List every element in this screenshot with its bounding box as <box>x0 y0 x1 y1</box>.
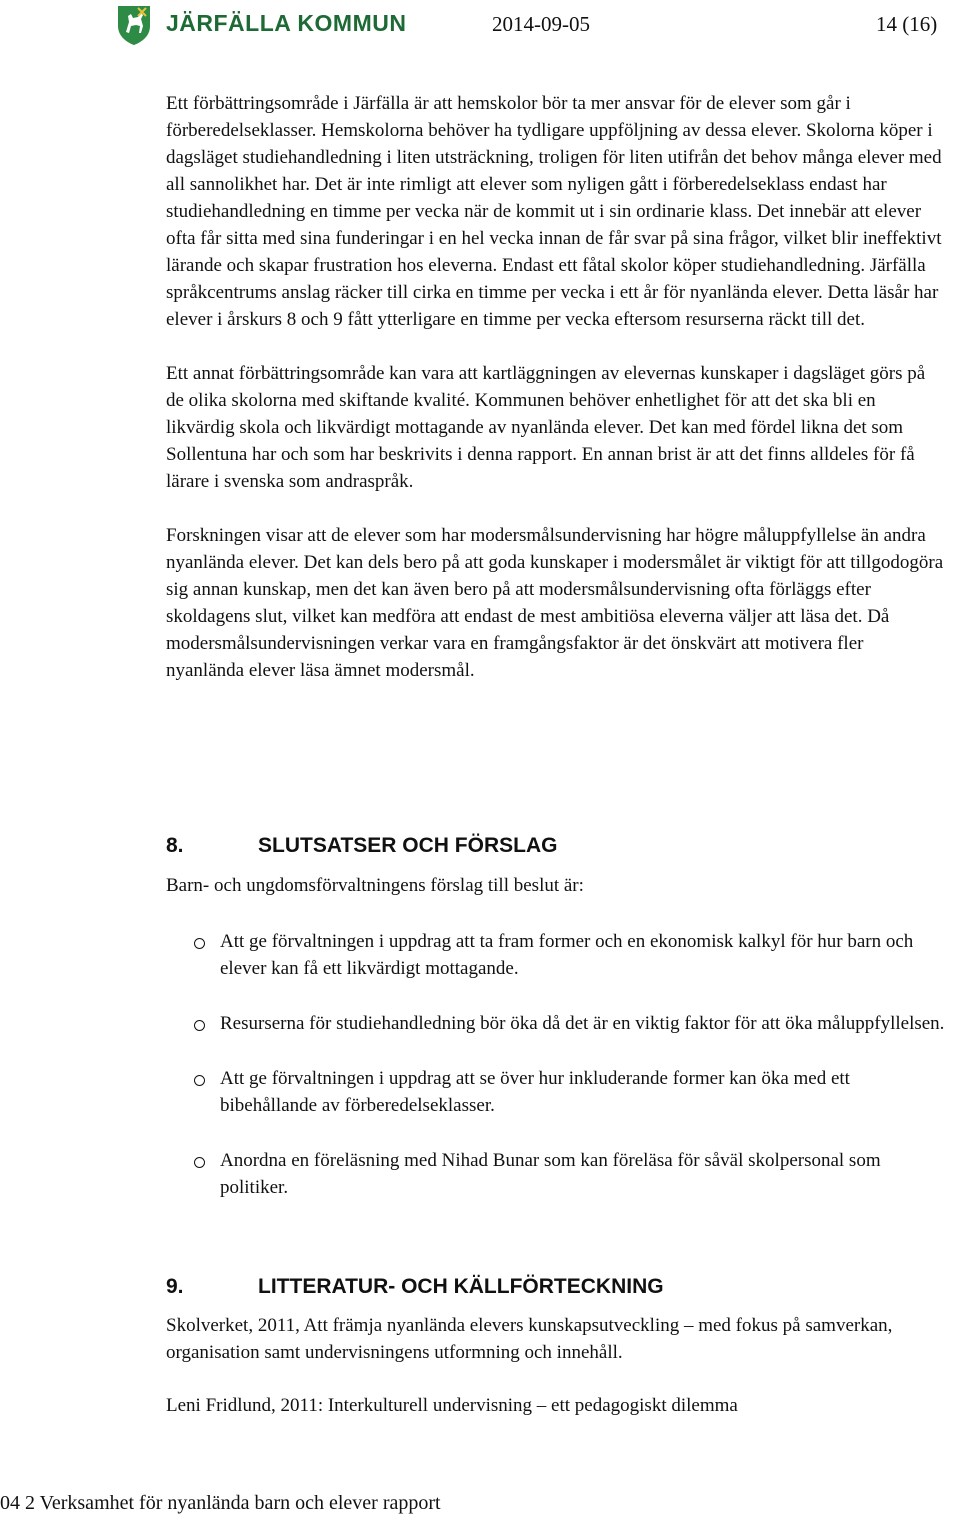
paragraph: Ett förbättringsområde i Järfälla är att hemskolor bör ta mer ansvar för de elever som går i förberedelseklasser. Hemskolorna behöver ha tydligare uppföljning av dessa elever. Skolorna köper i dagsläget studiehandledning i liten utsträckning, troligen för liten utifrån det behov många elever med all sannolikhet har. Det är inte rimligt att elever som nyligen gått i förberedelseklass endast har studiehandledning en timme per vecka när de kommit ut i sin ordinarie klass. Det innebär att elever ofta får sitta med sina funderingar i en hel vecka innan de får svar på sina frågor, vilket blir ineffektivt lärande och skapar frustration hos eleverna. Endast ett fåtal skolor köper studiehandledning. Järfälla språkcentrums anslag räcker till cirka en timme per vecka i ett år för nyanlända elever. Detta läsår har elever i årskurs 8 och 9 fått ytterligare en timme per vecka eftersom resurserna räckt till det. <box>166 93 942 330</box>
page-footer: 04 2 Verksamhet för nyanlända barn och elever rapport <box>0 1492 441 1514</box>
list-item-text: Att ge förvaltningen i uppdrag att ta fram former och en ekonomisk kalkyl för hur barn och elever kan få ett likvärdigt mottagande. <box>220 931 914 979</box>
list-item <box>190 1147 950 1201</box>
reference-list <box>166 1312 946 1445</box>
paragraph: Forskningen visar att de elever som har modersmålsundervisning har högre måluppfyllelse än andra nyanlända elever. Det kan dels bero på att goda kunskaper i modersmålet är viktigt för att tillgodogöra sig annan kunskap, men det kan även bero på att modersmålsundervisning ofta förläggs efter skoldagens slut, vilket kan medföra att endast de mest ambitiösa eleverna väljer att läsa det. Då modersmålsundervisningen verkar vara en framgångsfaktor är det önskvärt att motivera fler nyanlända elever läsa ämnet modersmål. <box>166 525 944 681</box>
bullet-icon <box>194 1157 205 1168</box>
reference-item: Skolverket, 2011, Att främja nyanlända elevers kunskapsutveckling – med fokus på samverkan, organisation samt undervisningens utformning och innehåll. <box>166 1315 893 1363</box>
bullet-icon <box>194 938 205 949</box>
list-item <box>190 1065 950 1119</box>
section-number: 8. <box>166 834 184 857</box>
brand-name: JÄRFÄLLA KOMMUN <box>166 10 407 36</box>
page-header <box>0 0 960 60</box>
proposal-list <box>190 928 950 1229</box>
bullet-icon <box>194 1020 205 1031</box>
body-text <box>166 90 946 711</box>
section-title: SLUTSATSER OCH FÖRSLAG <box>258 834 558 857</box>
page-number: 14 (16) <box>876 12 938 36</box>
reference-item: Leni Fridlund, 2011: Interkulturell undervisning – ett pedagogiskt dilemma <box>166 1395 738 1416</box>
section-heading-9 <box>166 1273 664 1301</box>
list-item-text: Resurserna för studiehandledning bör öka då det är en viktig faktor för att öka måluppfyllelsen. <box>220 1013 945 1034</box>
jarfalla-coat-of-arms-icon <box>116 4 152 46</box>
list-item <box>190 928 950 982</box>
section-title: LITTERATUR- OCH KÄLLFÖRTECKNING <box>258 1275 664 1298</box>
list-item-text: Att ge förvaltningen i uppdrag att se över hur inkluderande former kan öka med ett bibehållande av förberedelseklasser. <box>220 1068 850 1116</box>
list-item-text: Anordna en föreläsning med Nihad Bunar som kan föreläsa för såväl skolpersonal som politiker. <box>220 1150 881 1198</box>
section-heading-8 <box>166 832 557 860</box>
paragraph: Ett annat förbättringsområde kan vara att kartläggningen av elevernas kunskaper i dagsläget görs på de olika skolorna med skiftande kvalité. Kommunen behöver enhetlighet för att det ska bli en likvärdig skola och likvärdigt mottagande av nyanlända elever. Det kan med fördel likna det som Sollentuna har och som har beskrivits i denna rapport. En annan brist är att det finns alldeles för få lärare i svenska som andraspråk. <box>166 363 926 492</box>
document-date: 2014-09-05 <box>492 12 590 36</box>
list-item <box>190 1010 950 1037</box>
section-number: 9. <box>166 1275 184 1298</box>
bullet-icon <box>194 1075 205 1086</box>
section-intro: Barn- och ungdomsförvaltningens förslag till beslut är: <box>166 875 584 896</box>
